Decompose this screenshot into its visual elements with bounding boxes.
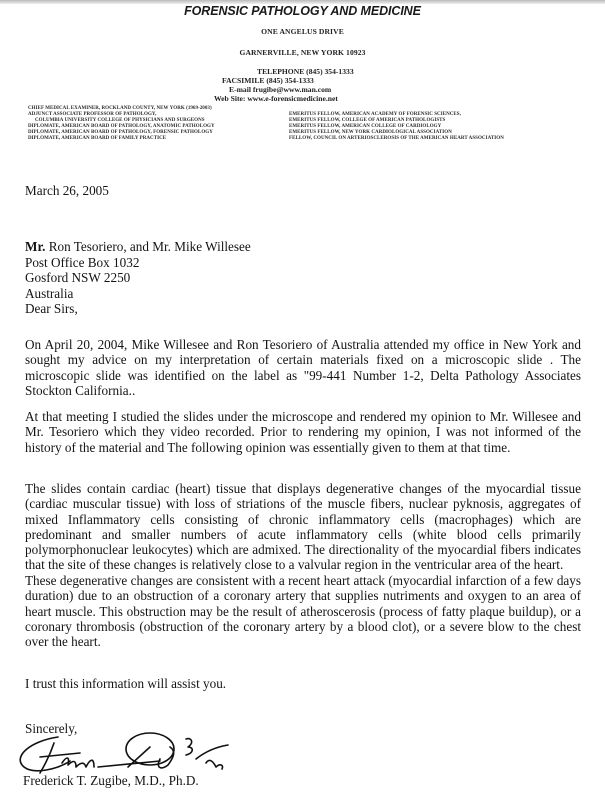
credentials-right <box>289 112 504 142</box>
closing-remark: I trust this information will assist you. <box>25 676 227 691</box>
valediction: Sincerely, <box>25 721 78 736</box>
address-line: Gosford NSW 2250 <box>25 270 131 285</box>
paragraph-meeting: At that meeting I studied the slides under the microscope and rendered my opinion to Mr. Willesee and Mr. Tesoriero which they video recorded. Prior to rendering my opinion, I was not informed of the history of the material and The following opinion was essentially given to them at that time. <box>25 409 581 455</box>
paragraph-findings: The slides contain cardiac (heart) tissue that displays degenerative changes of the myocardial tissue (cardiac muscular tissue) with loss of striations of the muscle fibers, nuclear pyknosis, aggregates of mixed Inflammatory cells consisting of chronic inflammatory cells (macrophages) which are predominant and smaller numbers of acute inflammatory cells (white blood cells primarily polymorphonuclear leukocytes) which are admixed. The directionality of the myocardial fibers indicates that the site of these changes is relatively close to a valvular region in the ventricular area of the heart. <box>25 481 581 573</box>
recipient-name-text: Ron Tesoriero, and Mr. Mike Willesee <box>45 239 251 254</box>
letterhead-telephone: TELEPHONE (845) 354-1333 <box>257 67 354 76</box>
credential-line: CHIEF MEDICAL EXAMINER, ROCKLAND COUNTY, NEW YORK (1969-2003) <box>28 106 212 111</box>
address-line: Post Office Box 1032 <box>25 254 140 270</box>
letterhead-street: ONE ANGELUS DRIVE <box>261 27 344 36</box>
credential-line: EMERITUS FELLOW, AMERICAN ACADEMY OF FORENSIC SCIENCES, <box>289 112 461 117</box>
recipient-names <box>25 239 580 255</box>
credential-line: DIPLOMATE, AMERICAN BOARD OF PATHOLOGY, FORENSIC PATHOLOGY <box>28 130 213 136</box>
letter-date: March 26, 2005 <box>25 183 109 198</box>
credentials-left <box>28 106 215 143</box>
letterhead-website: Web Site: www.e-forensicmedicine.net <box>214 94 338 103</box>
credential-line: EMERITUS FELLOW, COLLEGE OF AMERICAN PATHOLOGISTS <box>289 118 446 124</box>
address-line: Australia <box>25 285 74 301</box>
paragraph-conclusion: These degenerative changes are consistent with a recent heart attack (myocardial infarction of a few days duration) due to an obstruction of a coronary artery that supplies nutriments and oxygen to an area of heart muscle. This obstruction may be the result of atheroscerosis (process of fatty plaque buildup), or a coronary thrombosis (obstruction of the coronary artery by a blood clot), or a severe blow to the chest over the heart. <box>25 573 581 650</box>
letterhead-organization: FORENSIC PATHOLOGY AND MEDICINE <box>184 4 421 18</box>
credential-line: FELLOW, COUNCIL ON ARTERIOSCLEROSIS OF THE AMERICAN HEART ASSOCIATION <box>289 136 504 142</box>
recipient-address <box>25 239 580 301</box>
credential-line: COLUMBIA UNIVERSITY COLLEGE OF PHYSICIANS AND SURGEONS <box>35 118 205 124</box>
credential-line: EMERITUS FELLOW, NEW YORK CARDIOLOGICAL ASSOCIATION <box>289 130 452 136</box>
letterhead-facsimile: FACSIMILE (845) 354-1333 <box>222 76 314 85</box>
signer-name: Frederick T. Zugibe, M.D., Ph.D. <box>23 773 199 788</box>
salutation: Dear Sirs, <box>25 301 78 316</box>
credential-line: DIPLOMATE, AMERICAN BOARD OF FAMILY PRACTICE <box>28 136 167 142</box>
recipient-prefix: Mr. <box>25 239 46 254</box>
paragraph-visit: On April 20, 2004, Mike Willesee and Ron Tesoriero of Australia attended my office in New York and sought my advice on my interpretation of certain materials fixed on a microscopic slide . The microscopic slide was identified on the label as "99-441 Number 1-2, Delta Pathology Associates Stockton California.. <box>25 337 581 398</box>
letterhead-city: GARNERVILLE, NEW YORK 10923 <box>239 48 366 57</box>
letterhead-email: E-mail frugibe@www.man.com <box>229 85 332 94</box>
credential-line: ADJUNCT ASSOCIATE PROFESSOR OF PATHOLOGY, <box>28 112 157 118</box>
credential-line: EMERITUS FELLOW, AMERICAN COLLEGE OF CARDIOLOGY <box>289 124 442 130</box>
credential-line: DIPLOMATE, AMERICAN BOARD OF PATHOLOGY, ANATOMIC PATHOLOGY <box>28 124 215 130</box>
